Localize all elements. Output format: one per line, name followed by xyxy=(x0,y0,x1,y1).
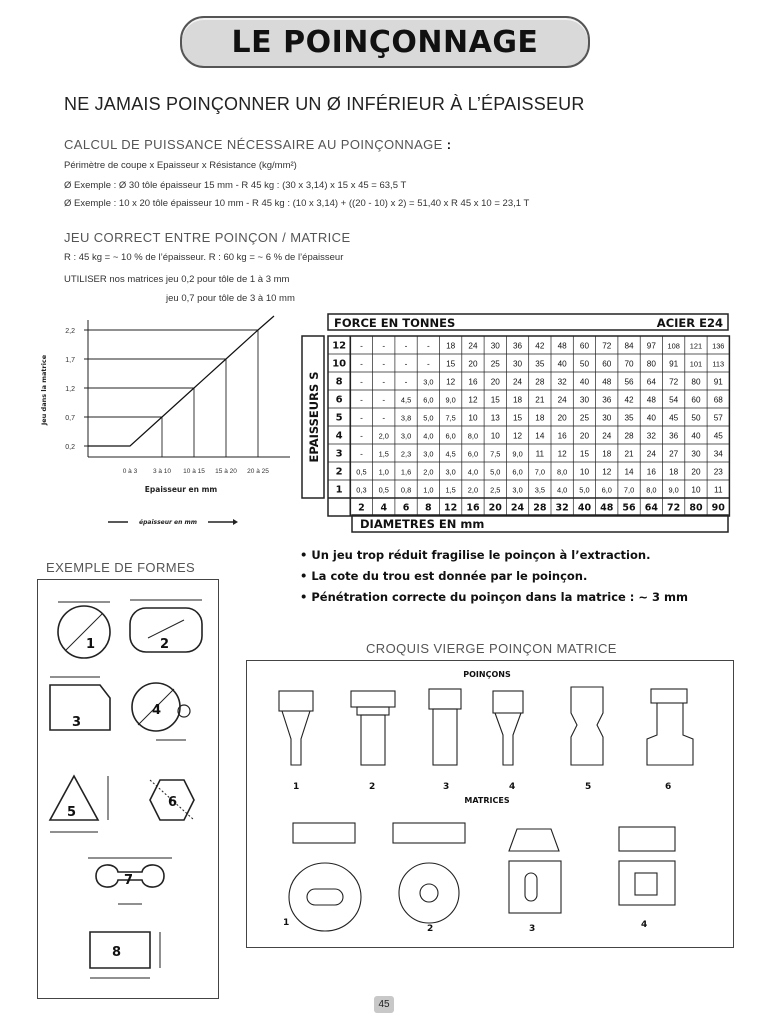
matrice-number: 3 xyxy=(529,924,536,934)
force-value: 35 xyxy=(624,413,634,423)
force-value: 1,0 xyxy=(378,467,389,477)
force-value: 8,0 xyxy=(557,467,568,477)
arrow-label: épaisseur en mm xyxy=(139,519,197,526)
force-value: 42 xyxy=(624,395,634,405)
title-banner xyxy=(180,16,590,68)
force-value: 36 xyxy=(669,431,679,441)
force-value: 6,0 xyxy=(445,431,456,441)
croquis-box xyxy=(246,660,734,948)
force-value: 30 xyxy=(579,395,590,405)
force-value: 3,0 xyxy=(423,377,434,387)
force-value: - xyxy=(360,341,363,351)
force-value: 12 xyxy=(468,395,478,405)
force-value: 72 xyxy=(602,341,612,351)
shape-number: 7 xyxy=(124,873,134,888)
force-value: 20 xyxy=(579,431,590,441)
poincon-number: 4 xyxy=(509,782,516,792)
row-header: EPAISSEURS S xyxy=(307,371,321,463)
force-value: 18 xyxy=(446,341,456,351)
force-value: - xyxy=(426,359,430,369)
force-value: 12 xyxy=(557,449,567,459)
force-value: 34 xyxy=(713,449,723,459)
diameter-label: 20 xyxy=(488,502,502,514)
poincon-4 xyxy=(493,691,523,765)
force-value: 1,5 xyxy=(378,449,389,459)
force-value: 1,0 xyxy=(423,485,434,495)
shape-d-profile xyxy=(90,932,160,978)
force-value: 20 xyxy=(557,413,567,423)
force-value: 6,0 xyxy=(423,395,434,405)
force-value: - xyxy=(404,359,408,369)
thickness-label: 10 xyxy=(332,358,347,370)
table-title: FORCE EN TONNES xyxy=(334,316,456,330)
force-value: 4,5 xyxy=(400,395,412,405)
force-value: - xyxy=(360,395,363,405)
thickness-label: 2 xyxy=(335,466,343,478)
shape-number: 5 xyxy=(67,805,77,820)
force-value: - xyxy=(382,413,386,423)
force-value: 0,3 xyxy=(356,485,367,495)
thickness-label: 5 xyxy=(335,412,343,424)
force-value: 1,5 xyxy=(445,485,456,495)
shape-number: 8 xyxy=(112,945,122,960)
force-value: 11 xyxy=(535,449,545,459)
force-value: 3,0 xyxy=(400,431,412,441)
matrice-2 xyxy=(393,823,465,923)
calc-example-1: Ø Exemple : Ø 30 tôle épaisseur 15 mm - R 45 kg : (30 x 3,14) x 15 x 45 = 63,5 T xyxy=(64,180,407,191)
arrow-head xyxy=(233,519,238,525)
diameter-label: 16 xyxy=(466,502,480,514)
force-value: 10 xyxy=(579,467,590,477)
force-value: 36 xyxy=(512,341,523,351)
matrice-number: 2 xyxy=(427,924,434,934)
force-value: 7,5 xyxy=(490,449,501,459)
force-value: 97 xyxy=(646,341,656,351)
force-value: 4,0 xyxy=(557,485,568,495)
diameter-label: 6 xyxy=(402,502,410,514)
force-value: 108 xyxy=(667,341,680,351)
force-value: 3,8 xyxy=(400,413,412,423)
force-value: 0,5 xyxy=(378,485,389,495)
thickness-label: 8 xyxy=(335,376,343,388)
force-value: 18 xyxy=(669,467,679,477)
matrice-3 xyxy=(509,829,561,913)
force-value: 45 xyxy=(713,431,723,441)
force-value: 48 xyxy=(602,377,612,387)
jeu-chart xyxy=(38,315,298,530)
force-value: 25 xyxy=(579,413,590,423)
force-value: 35 xyxy=(535,359,545,369)
force-value: 4,5 xyxy=(445,449,456,459)
force-value: 6,0 xyxy=(601,485,612,495)
force-value: 13 xyxy=(490,413,500,423)
y-tick-label: 1,7 xyxy=(65,357,75,364)
formes-title: EXEMPLE DE FORMES xyxy=(46,560,196,575)
poincon-number: 5 xyxy=(585,782,592,792)
shape-number: 6 xyxy=(168,795,178,810)
force-value: 24 xyxy=(602,431,612,441)
force-value: 30 xyxy=(512,359,523,369)
force-value: 91 xyxy=(669,359,679,369)
diameter-label: 56 xyxy=(622,502,636,514)
force-value: 9,0 xyxy=(445,395,456,405)
jeu-r-line: R : 45 kg = ~ 10 % de l’épaisseur. R : 60 kg = ~ 6 % de l’épaisseur xyxy=(64,252,344,263)
force-value: - xyxy=(382,377,386,387)
force-value: 40 xyxy=(579,377,590,387)
force-value: 14 xyxy=(535,431,545,441)
diameter-label: 64 xyxy=(644,502,658,514)
force-value: 21 xyxy=(535,395,545,405)
diameter-label: 24 xyxy=(510,502,525,514)
force-value: - xyxy=(360,413,363,423)
matrices-label: MATRICES xyxy=(464,796,510,805)
force-value: 20 xyxy=(490,377,500,387)
force-value: 21 xyxy=(624,449,634,459)
force-value: 24 xyxy=(646,449,656,459)
diameter-label: 28 xyxy=(533,502,547,514)
shape-number: 1 xyxy=(86,637,96,652)
force-value: - xyxy=(360,431,363,441)
force-value: 30 xyxy=(602,413,612,423)
poincon-number: 6 xyxy=(665,782,672,792)
force-value: 30 xyxy=(691,449,701,459)
force-value: 56 xyxy=(624,377,634,387)
force-value: 6,0 xyxy=(512,467,523,477)
force-value: 40 xyxy=(646,413,656,423)
force-value: 23 xyxy=(713,467,723,477)
force-value: 57 xyxy=(713,413,723,423)
force-value: - xyxy=(382,341,386,351)
force-value: 50 xyxy=(691,413,701,423)
force-value: 36 xyxy=(602,395,612,405)
force-value: 113 xyxy=(712,359,725,369)
diameter-label: 4 xyxy=(380,502,388,514)
y-tick-label: 2,2 xyxy=(65,328,75,335)
y-tick-label: 0,7 xyxy=(65,415,75,422)
diameter-label: 32 xyxy=(555,502,569,514)
force-value: 5,0 xyxy=(579,485,590,495)
force-value: 3,0 xyxy=(512,485,523,495)
force-value: 2,0 xyxy=(378,431,389,441)
force-value: 12 xyxy=(512,431,523,441)
force-value: 60 xyxy=(691,395,701,405)
force-value: 3,0 xyxy=(445,467,456,477)
force-value: 68 xyxy=(713,395,723,405)
poincon-number: 2 xyxy=(369,782,376,792)
shape-triangle xyxy=(50,776,108,832)
force-value: - xyxy=(360,449,363,459)
force-value: 7,0 xyxy=(623,485,635,495)
col-header: DIAMETRES EN mm xyxy=(360,517,485,531)
series-line xyxy=(88,316,274,446)
formes-drawing xyxy=(38,580,218,998)
force-value: 40 xyxy=(691,431,701,441)
force-value: 28 xyxy=(535,377,545,387)
force-value: 60 xyxy=(602,359,612,369)
bullet-list xyxy=(300,545,688,608)
force-value: 32 xyxy=(557,377,567,387)
force-value: 10 xyxy=(691,485,701,495)
jeu-use-line-1: UTILISER nos matrices jeu 0,2 pour tôle de 1 à 3 mm xyxy=(64,274,290,285)
headline: NE JAMAIS POINÇONNER UN Ø INFÉRIEUR À L’ÉPAISSEUR xyxy=(64,94,585,114)
jeu-section-title: JEU CORRECT ENTRE POINÇON / MATRICE xyxy=(64,230,351,245)
force-value: 18 xyxy=(535,413,545,423)
croquis-title: CROQUIS VIERGE POINÇON MATRICE xyxy=(366,641,617,656)
force-value: 50 xyxy=(579,359,590,369)
force-value: 91 xyxy=(713,377,723,387)
force-value: 20 xyxy=(691,467,701,477)
page-title: LE POINÇONNAGE xyxy=(231,24,539,60)
force-value: 18 xyxy=(602,449,612,459)
force-value: 54 xyxy=(669,395,679,405)
diameter-label: 12 xyxy=(444,502,458,514)
force-value: 15 xyxy=(512,413,523,423)
force-value: 20 xyxy=(468,359,478,369)
thickness-label: 3 xyxy=(335,448,343,460)
force-value: 24 xyxy=(468,341,478,351)
bullet-item: • Pénétration correcte du poinçon dans la matrice : ~ 3 mm xyxy=(300,587,688,608)
thickness-label: 1 xyxy=(335,484,343,496)
force-value: 5,0 xyxy=(423,413,434,423)
force-value: 15 xyxy=(490,395,500,405)
force-value: 8,0 xyxy=(467,431,479,441)
epaisseur-arrow xyxy=(108,519,238,526)
force-value: 10 xyxy=(468,413,478,423)
x-axis-label: Epaisseur en mm xyxy=(144,485,218,494)
force-value: 7,0 xyxy=(534,467,545,477)
force-value: 40 xyxy=(557,359,567,369)
diameter-label: 48 xyxy=(600,502,614,514)
bullet-item: • La cote du trou est donnée par le poinçon. xyxy=(300,566,688,587)
calc-section-title xyxy=(64,137,451,152)
page-number: 45 xyxy=(374,996,394,1013)
poincon-6 xyxy=(647,689,693,765)
force-value: 1,6 xyxy=(400,467,412,477)
poincons-label: POINÇONS xyxy=(463,670,511,679)
poincon-number: 1 xyxy=(293,782,300,792)
diameter-label: 40 xyxy=(577,502,592,514)
calc-formula: Périmètre de coupe x Epaisseur x Résistance (kg/mm²) xyxy=(64,160,297,171)
diameter-label: 90 xyxy=(711,502,725,514)
force-value: 72 xyxy=(669,377,679,387)
poincon-3 xyxy=(429,689,461,765)
matrice-number: 1 xyxy=(283,918,290,928)
diameter-label: 72 xyxy=(667,502,681,514)
force-value: 18 xyxy=(512,395,523,405)
thickness-label: 4 xyxy=(335,430,343,442)
force-value: 64 xyxy=(646,377,656,387)
shape-number: 2 xyxy=(160,637,170,652)
y-axis-label: Jeu dans la matrice xyxy=(40,354,48,426)
force-value: 6,0 xyxy=(467,449,479,459)
force-value: 3,5 xyxy=(534,485,545,495)
x-tick-label: 0 à 3 xyxy=(122,468,138,475)
force-value: 9,0 xyxy=(512,449,523,459)
jeu-use-line-2: jeu 0,7 pour tôle de 3 à 10 mm xyxy=(166,293,295,304)
force-value: 45 xyxy=(669,413,679,423)
force-value: 3,0 xyxy=(423,449,434,459)
force-value: 48 xyxy=(646,395,656,405)
force-value: 101 xyxy=(689,359,703,369)
force-value: 2,5 xyxy=(490,485,501,495)
diameter-label: 2 xyxy=(358,502,365,514)
poincon-number: 3 xyxy=(443,782,450,792)
y-tick-label: 1,2 xyxy=(65,386,75,393)
force-value: 27 xyxy=(669,449,679,459)
calc-title-text: CALCUL DE PUISSANCE NÉCESSAIRE AU POINÇONNAGE xyxy=(64,137,443,152)
force-value: 15 xyxy=(579,449,590,459)
force-value: 7,5 xyxy=(445,413,456,423)
poincon-1 xyxy=(279,691,313,765)
force-value: 32 xyxy=(646,431,656,441)
force-value: - xyxy=(382,359,386,369)
x-tick-label: 15 à 20 xyxy=(215,468,237,475)
force-value: 4,0 xyxy=(423,431,434,441)
force-value: 15 xyxy=(446,359,456,369)
force-value: 0,8 xyxy=(400,485,412,495)
force-value: 30 xyxy=(490,341,500,351)
force-value: 4,0 xyxy=(467,467,479,477)
y-tick-label: 0,2 xyxy=(65,444,75,451)
force-value: 16 xyxy=(557,431,567,441)
calc-example-2: Ø Exemple : 10 x 20 tôle épaisseur 10 mm - R 45 kg : (10 x 3,14) + ((20 - 10) x 2) = 51,40 x R 45 x 10 = 23,1 T xyxy=(64,198,530,209)
formes-box xyxy=(37,579,219,999)
matrice-4 xyxy=(619,827,675,905)
force-value: 16 xyxy=(646,467,656,477)
force-value: 12 xyxy=(602,467,612,477)
force-value: - xyxy=(404,341,408,351)
force-value: - xyxy=(360,377,363,387)
force-value: 80 xyxy=(646,359,656,369)
x-tick-label: 10 à 15 xyxy=(183,468,205,475)
force-value: 2,0 xyxy=(423,467,434,477)
force-value: 136 xyxy=(712,341,725,351)
force-value: 5,0 xyxy=(490,467,501,477)
force-value: 24 xyxy=(512,377,523,387)
croquis-drawing xyxy=(247,661,733,947)
table-material: ACIER E24 xyxy=(656,316,723,330)
force-value: - xyxy=(404,377,408,387)
matrice-drawings xyxy=(289,823,675,931)
force-value: 121 xyxy=(689,341,703,351)
thickness-label: 6 xyxy=(335,394,343,406)
force-value: 70 xyxy=(624,359,634,369)
thickness-label: 12 xyxy=(332,340,347,352)
matrice-number: 4 xyxy=(641,920,648,930)
force-value: 11 xyxy=(714,485,723,495)
shape-number: 3 xyxy=(72,715,82,730)
poincon-2 xyxy=(351,691,395,765)
diameter-label: 80 xyxy=(689,502,703,514)
force-value: 2,0 xyxy=(467,485,479,495)
poincon-5 xyxy=(571,687,603,765)
force-value: 12 xyxy=(446,377,456,387)
force-value: 28 xyxy=(624,431,634,441)
force-value: 84 xyxy=(624,341,634,351)
x-tick-label: 3 à 10 xyxy=(152,468,172,475)
shape-number: 4 xyxy=(152,703,162,718)
force-value: 24 xyxy=(557,395,567,405)
force-value: - xyxy=(360,359,363,369)
force-value: 42 xyxy=(535,341,545,351)
force-value: 10 xyxy=(490,431,500,441)
force-value: 60 xyxy=(579,341,590,351)
force-value: 8,0 xyxy=(646,485,657,495)
diameter-label: 8 xyxy=(425,502,432,514)
calc-title-colon: : xyxy=(446,137,452,152)
matrice-1 xyxy=(289,823,361,931)
force-value: 16 xyxy=(468,377,478,387)
force-value: 0,5 xyxy=(356,467,367,477)
force-value: 9,0 xyxy=(668,485,679,495)
x-tick-label: 20 à 25 xyxy=(247,468,269,475)
force-value: 2,3 xyxy=(400,449,412,459)
bullet-item: • Un jeu trop réduit fragilise le poinçon à l’extraction. xyxy=(300,545,688,566)
force-value: - xyxy=(382,395,386,405)
force-value: 25 xyxy=(490,359,500,369)
poincon-drawings xyxy=(279,687,693,765)
force-value: 80 xyxy=(691,377,701,387)
force-value: 14 xyxy=(624,467,634,477)
force-value: 48 xyxy=(557,341,567,351)
shape-circle xyxy=(58,602,110,658)
force-value: - xyxy=(426,341,430,351)
force-table xyxy=(300,312,732,534)
